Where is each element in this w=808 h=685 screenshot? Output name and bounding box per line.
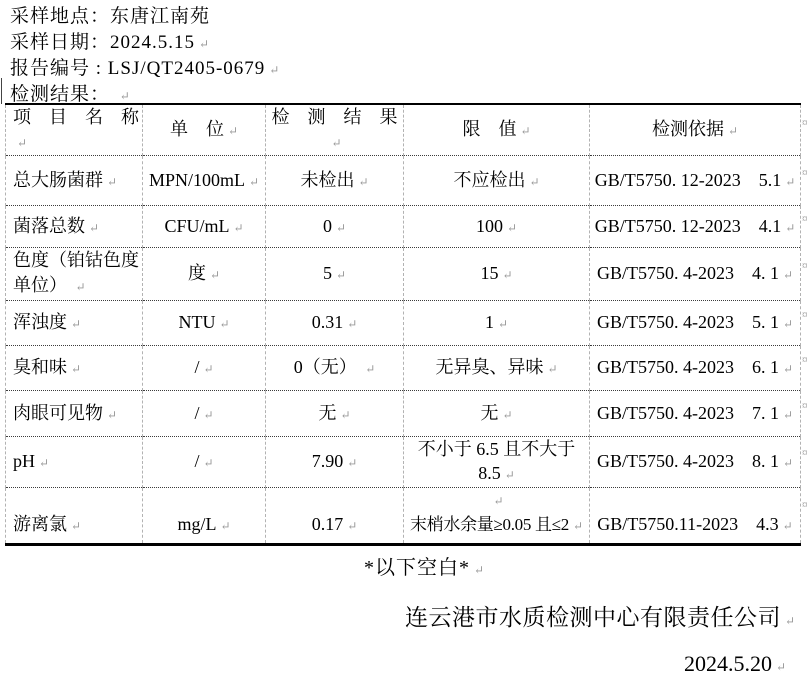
paragraph-mark-icon: ↵ [119, 89, 130, 103]
row-end-mark-icon: ¤ [802, 400, 808, 412]
cell-end-mark-icon: ↵ [331, 136, 342, 150]
col-header-basis: 检测依据 ↵ [590, 104, 801, 156]
cell-end-mark-icon: ↵ [209, 267, 221, 282]
cell-unit: NTU ↵ [143, 301, 266, 346]
cell-unit: CFU/mL ↵ [143, 206, 266, 248]
row-end-mark-icon: ¤ [802, 354, 808, 366]
row-end-mark-icon: ¤ [802, 117, 808, 129]
cell-end-mark-icon: ↵ [782, 267, 794, 282]
report-number-line [10, 56, 279, 82]
cell-result: 未检出 ↵ [266, 156, 404, 206]
report-number-text: 报告编号 : LSJ/QT2405-0679 [10, 58, 266, 79]
cell-unit: 度 ↵ [143, 248, 266, 301]
table-row [6, 346, 801, 391]
paragraph-mark-icon: ↵ [493, 494, 504, 508]
cell-end-mark-icon: ↵ [782, 519, 793, 533]
cell-limit: 100 ↵ [404, 206, 590, 248]
cell-end-mark-icon: ↵ [547, 362, 558, 376]
row-end-mark-icon: ¤ [802, 260, 808, 272]
cell-item: 色度（铂钴色度 单位） ↵ [6, 248, 143, 301]
table-header-row [6, 104, 801, 156]
cell-limit: 无 ↵ [404, 391, 590, 437]
cell-end-mark-icon: ↵ [335, 267, 347, 282]
cell-limit: ↵ 末梢水余量≥0.05 且≤2 ↵ [404, 488, 590, 545]
cell-item: 总大肠菌群 ↵ [6, 156, 143, 206]
cell-end-mark-icon: ↵ [520, 124, 531, 138]
paragraph-mark-icon: ↵ [269, 63, 280, 77]
cell-limit: 不小于 6.5 且不大于 8.5 ↵ [404, 437, 590, 488]
paragraph-mark-icon: ↵ [199, 37, 210, 51]
cell-end-mark-icon: ↵ [219, 317, 230, 331]
cell-basis: GB/T5750. 12-2023 5.1 ↵ [590, 156, 801, 206]
report-header [10, 4, 279, 108]
cell-end-mark-icon: ↵ [39, 456, 50, 470]
cell-result: 无 ↵ [266, 391, 404, 437]
cell-item: 浑浊度 ↵ [6, 301, 143, 346]
cell-basis: GB/T5750. 4-2023 8. 1 ↵ [590, 437, 801, 488]
row-end-mark-icon: ¤ [802, 499, 808, 511]
row-end-mark-icon: ¤ [802, 167, 808, 179]
cell-end-mark-icon: ↵ [107, 407, 118, 422]
row-end-mark-icon: ¤ [802, 309, 808, 321]
sampling-date-text: 采样日期：2024.5.15 [10, 32, 196, 53]
col-header-item: 项 目 名 称↵ [6, 104, 143, 156]
table-row [6, 206, 801, 248]
cell-end-mark-icon: ↵ [502, 267, 513, 282]
cell-end-mark-icon: ↵ [220, 519, 231, 533]
paragraph-mark-icon: ↵ [473, 563, 485, 577]
cell-basis: GB/T5750. 4-2023 4. 1 ↵ [590, 248, 801, 301]
cell-end-mark-icon: ↵ [17, 136, 28, 150]
cell-end-mark-icon: ↵ [75, 280, 86, 294]
cell-item: 肉眼可见物 ↵ [6, 391, 143, 437]
cell-end-mark-icon: ↵ [347, 317, 358, 331]
cell-end-mark-icon: ↵ [248, 174, 260, 189]
sampling-date-line [10, 30, 279, 56]
results-label-text: 检测结果： [10, 84, 116, 105]
cell-unit: / ↵ [143, 391, 266, 437]
cell-end-mark-icon: ↵ [497, 317, 509, 331]
cell-end-mark-icon: ↵ [340, 407, 351, 422]
col-header-unit: 单 位 ↵ [143, 104, 266, 156]
cell-item: 游离氯 ↵ [6, 488, 143, 545]
company-name: 连云港市水质检测中心有限责任公司 ↵ [404, 605, 795, 630]
cell-end-mark-icon: ↵ [71, 362, 82, 376]
cell-end-mark-icon: ↵ [785, 174, 796, 189]
cell-end-mark-icon: ↵ [358, 174, 369, 189]
cell-end-mark-icon: ↵ [71, 317, 82, 331]
cell-unit: MPN/100mL ↵ [143, 156, 266, 206]
cell-result: 5 ↵ [266, 248, 404, 301]
table-row [6, 391, 801, 437]
cell-end-mark-icon: ↵ [233, 220, 244, 235]
cell-item: 菌落总数 ↵ [6, 206, 143, 248]
results-table [5, 103, 801, 546]
report-date: 2024.5.20 ↵ [683, 651, 786, 676]
cell-end-mark-icon: ↵ [347, 519, 358, 533]
cell-end-mark-icon: ↵ [502, 407, 513, 422]
col-header-result: 检 测 结 果↵ [266, 104, 404, 156]
cell-result: 0.31 ↵ [266, 301, 404, 346]
table-row [6, 488, 801, 545]
cell-end-mark-icon: ↵ [782, 317, 794, 331]
row-end-mark-icon: ¤ [802, 213, 808, 225]
cell-end-mark-icon: ↵ [529, 174, 540, 189]
cell-end-mark-icon: ↵ [504, 468, 515, 482]
cell-limit: 1 ↵ [404, 301, 590, 346]
cell-end-mark-icon: ↵ [335, 220, 347, 235]
cell-end-mark-icon: ↵ [785, 220, 796, 235]
cell-basis: GB/T5750.11-2023 4.3 ↵ [590, 488, 801, 545]
table-row [6, 301, 801, 346]
cell-end-mark-icon: ↵ [365, 362, 376, 376]
paragraph-mark-icon: ↵ [775, 660, 786, 674]
paragraph-mark-icon: ↵ [784, 614, 795, 628]
cell-basis: GB/T5750. 12-2023 4.1 ↵ [590, 206, 801, 248]
cell-limit: 无异臭、异味 ↵ [404, 346, 590, 391]
cell-result: 0 ↵ [266, 206, 404, 248]
text-boundary-mark [1, 78, 2, 104]
cell-end-mark-icon: ↵ [71, 519, 82, 533]
cell-basis: GB/T5750. 4-2023 6. 1 ↵ [590, 346, 801, 391]
cell-end-mark-icon: ↵ [727, 124, 739, 138]
blank-below-note: *以下空白* ↵ [363, 557, 485, 579]
cell-end-mark-icon: ↵ [782, 407, 794, 422]
cell-limit: 不应检出 ↵ [404, 156, 590, 206]
cell-end-mark-icon: ↵ [203, 362, 214, 376]
cell-end-mark-icon: ↵ [203, 407, 214, 422]
cell-basis: GB/T5750. 4-2023 7. 1 ↵ [590, 391, 801, 437]
cell-end-mark-icon: ↵ [203, 456, 214, 470]
cell-unit: / ↵ [143, 437, 266, 488]
cell-item: pH ↵ [6, 437, 143, 488]
cell-end-mark-icon: ↵ [782, 362, 794, 376]
sampling-location-text: 采样地点：东唐江南苑 [10, 6, 211, 27]
cell-end-mark-icon: ↵ [506, 220, 518, 235]
cell-item: 臭和味 ↵ [6, 346, 143, 391]
sampling-location-line [10, 4, 279, 30]
table-row [6, 248, 801, 301]
cell-unit: mg/L ↵ [143, 488, 266, 545]
cell-result: 0（无） ↵ [266, 346, 404, 391]
cell-end-mark-icon: ↵ [782, 456, 794, 470]
row-end-mark-icon: ¤ [802, 447, 808, 459]
cell-limit: 15 ↵ [404, 248, 590, 301]
cell-end-mark-icon: ↵ [107, 174, 118, 189]
col-header-limit: 限 值 ↵ [404, 104, 590, 156]
cell-basis: GB/T5750. 4-2023 5. 1 ↵ [590, 301, 801, 346]
cell-result: 0.17 ↵ [266, 488, 404, 545]
cell-end-mark-icon: ↵ [572, 519, 584, 533]
cell-end-mark-icon: ↵ [89, 220, 100, 235]
cell-unit: / ↵ [143, 346, 266, 391]
cell-result: 7.90 ↵ [266, 437, 404, 488]
cell-end-mark-icon: ↵ [227, 124, 239, 138]
cell-end-mark-icon: ↵ [347, 456, 358, 470]
table-row [6, 156, 801, 206]
table-row [6, 437, 801, 488]
